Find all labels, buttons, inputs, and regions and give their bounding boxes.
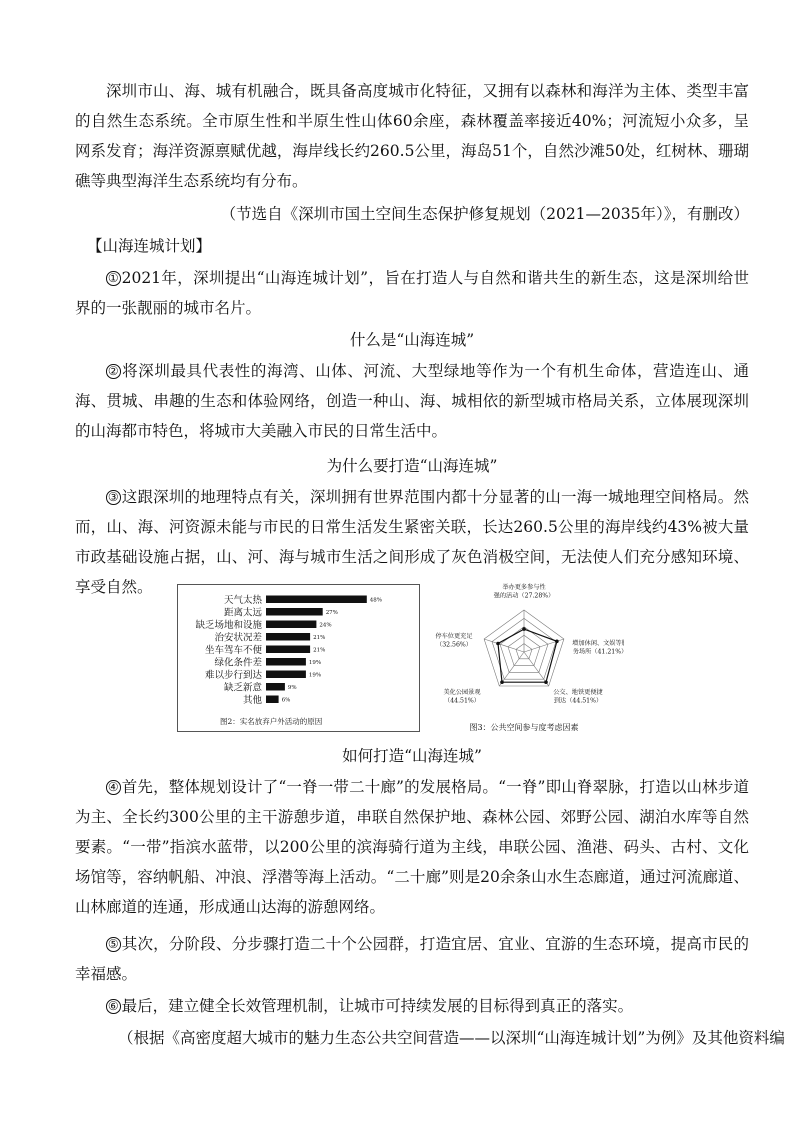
radar-axis-label: 务场所（41.21%） [572, 648, 624, 656]
bar-value-label: 6% [281, 697, 291, 704]
bar [266, 646, 310, 654]
radar-data-point [555, 640, 559, 644]
bar [266, 596, 367, 604]
bar-value-label: 24% [319, 622, 332, 629]
bar-category-label: 缺乏场地和设施 [195, 619, 262, 631]
bar [266, 621, 316, 629]
paragraph-text: 其次，分阶段、分步骤打造二十个公园群，打造宜居、宜业、宜游的生态环境，提高市民的幸福感。 [75, 935, 749, 983]
radar-data-polygon [498, 629, 557, 682]
paragraph-number: ③ [107, 490, 119, 504]
bar-category-label: 绿化条件差 [214, 657, 262, 669]
figure-3-radar-chart [424, 580, 624, 736]
bar-chart-caption: 图2：实名放弃户外活动的原因 [220, 717, 323, 726]
bar [266, 683, 285, 691]
bar-category-label: 缺乏新意 [223, 682, 262, 694]
bar-category-label: 坐车驾车不便 [204, 644, 262, 656]
bar-value-label: 19% [308, 659, 322, 666]
paragraph-number: ⑤ [107, 937, 119, 951]
bar-value-label: 48% [369, 597, 383, 604]
radar-data-point [522, 627, 526, 631]
bar-value-label: 9% [287, 684, 297, 691]
radar-axis-label: 增加休闲、文娱等服 [572, 640, 624, 647]
radar-axis-label: （44.51%） [444, 697, 480, 705]
bar [266, 633, 310, 641]
bar-value-label: 19% [308, 672, 322, 679]
paragraph-4 [75, 772, 749, 922]
intro-paragraph: 深圳市山、海、城有机融合，既具备高度城市化特征，又拥有以森林和海洋为主体、类型丰富的自然生态系统。全市原生性和半原生性山体60余座，森林覆盖率接近40%；河流短小众多，呈网系发育；海洋资源禀赋优越，海岸线长约260.5公里，海岛51个，自然沙滩50处，红树林、珊瑚礁等典型海洋生态系统均有分布。 [75, 82, 749, 190]
bar-category-label: 治安状况差 [214, 632, 262, 644]
radar-axis-label: 停车位更充足 [435, 633, 473, 640]
bar-category-label: 天气太热 [223, 594, 262, 606]
subheading-why: 为什么要打造“山海连城” [326, 457, 498, 475]
bar-category-label: 难以步行到达 [204, 669, 262, 681]
bar-chart-svg [178, 585, 419, 731]
bar [266, 696, 279, 704]
bar-value-label: 21% [313, 647, 326, 654]
subheading-what: 什么是“山海连城” [349, 331, 475, 349]
paragraph-2 [75, 356, 749, 446]
bar [266, 658, 306, 666]
paragraph-number: ① [107, 271, 119, 285]
bar-category-label: 距离太远 [223, 607, 262, 619]
bar [266, 671, 306, 679]
radar-axis-label: 强的活动（27.28%） [493, 592, 555, 600]
bar-value-label: 27% [325, 609, 338, 616]
section-title: 【山海连城计划】 [87, 237, 212, 255]
paragraph-6 [75, 991, 749, 1021]
bar [266, 608, 323, 616]
paragraph-text: 将深圳最具代表性的海湾、山体、河流、大型绿地等作为一个有机生命体，营造连山、通海、贯城、串趣的生态和体验网络，创造一种山、海、城相依的新型城市格局关系，立体展现深圳的山海都市特色，将城市大美融入市民的日常生活中。 [75, 362, 749, 440]
intro-source: （节选自《深圳市国土空间生态保护修复规划（2021—2035年）》，有删改） [220, 205, 749, 223]
bar-category-label: 其他 [242, 694, 262, 706]
paragraph-text: 这跟深圳的地理特点有关，深圳拥有世界范围内都十分显著的山一海一城地理空间格局。然而，山、海、河资源未能与市民的日常生活发生紧密关联，长达260.5公里的海岸线约43%被大量市政基础设施占据，山、河、海与城市生活之间形成了灰色消极空间，无法使人们充分感知环境、享受自然。 [75, 488, 749, 596]
radar-axis-label: 美化公园景观 [443, 689, 481, 696]
radar-axis-label: （32.56%） [436, 641, 472, 649]
closing-source: （根据《高密度超大城市的魅力生态公共空间营造——以深圳“山海连城计划”为例》及其他资料编 [118, 1029, 785, 1047]
radar-axis-label: 公交、地铁更便捷 [553, 689, 603, 696]
paragraph-text: 2021年，深圳提出“山海连城计划”，旨在打造人与自然和谐共生的新生态，这是深圳给世界的一张靓丽的城市名片。 [75, 269, 749, 317]
paragraph-1 [75, 263, 749, 323]
bar-value-label: 21% [313, 634, 326, 641]
paragraph-number: ⑥ [107, 999, 119, 1013]
radar-axis-label: 举办更多参与性 [502, 584, 546, 591]
paragraph-text: 最后，建立健全长效管理机制，让城市可持续发展的目标得到真正的落实。 [121, 997, 634, 1015]
paragraph-5 [75, 929, 749, 989]
subheading-how: 如何打造“山海连城” [342, 747, 482, 765]
radar-axis-label: 到达（44.51%） [553, 697, 603, 705]
paragraph-number: ④ [107, 780, 119, 794]
paragraph-text: 首先，整体规划设计了“一脊一带二十廊”的发展格局。“一脊”即山脊翠脉，打造以山林步道为主、全长约300公里的主干游憩步道，串联自然保护地、森林公园、郊野公园、湖泊水库等自然要素。“一带”指滨水蓝带，以200公里的滨海骑行道为主线，串联公园、渔港、码头、古村、文化场馆等，容纳帆船、冲浪、浮潜等海上活动。“二十廊”则是20余条山水生态廊道，通过河流廊道、山林廊道的连通，形成通山达海的游憩网络。 [75, 778, 749, 916]
radar-data-point [544, 680, 548, 684]
figure-2-bar-chart [177, 584, 420, 732]
paragraph-number: ② [107, 364, 119, 378]
radar-data-point [500, 680, 504, 684]
radar-data-point [496, 642, 500, 646]
radar-chart-svg [424, 580, 624, 736]
radar-chart-caption: 图3：公共空间参与度考虑因素 [469, 723, 579, 732]
